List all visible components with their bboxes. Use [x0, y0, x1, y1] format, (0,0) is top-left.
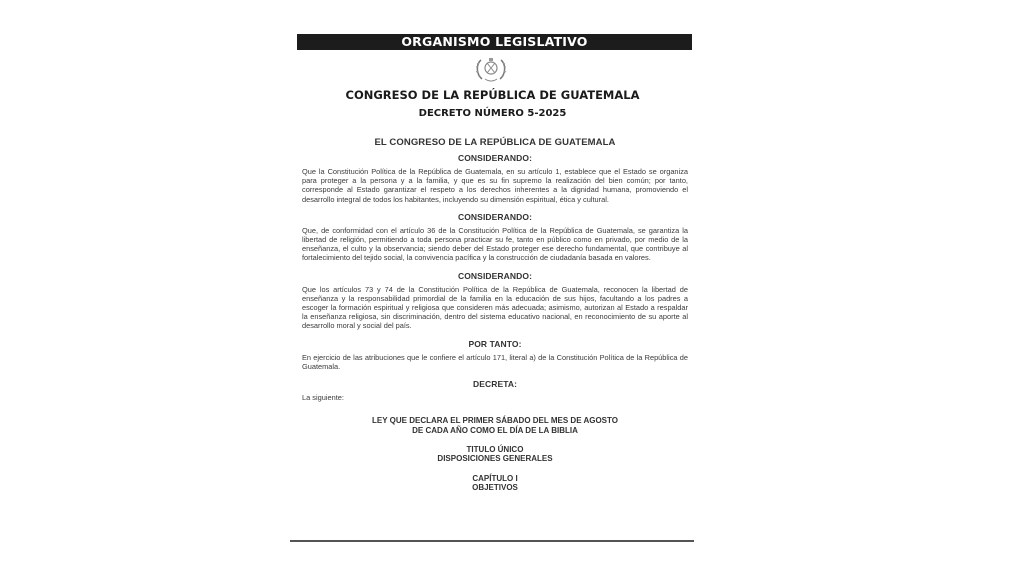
title-line: TITULO ÚNICO: [466, 445, 524, 455]
law-title: [302, 416, 688, 435]
section-heading: POR TANTO:: [468, 338, 522, 349]
institution-title: CONGRESO DE LA REPÚBLICA DE GUATEMALA: [345, 88, 640, 102]
chapter-block: [302, 474, 688, 493]
issuer-heading: EL CONGRESO DE LA REPÚBLICA DE GUATEMALA: [374, 137, 616, 148]
section-heading: CONSIDERANDO:: [457, 211, 533, 222]
section-text: La siguiente:: [302, 393, 344, 403]
section-text: Que, de conformidad con el artículo 36 de la Constitución Política de la República de Guatemala, se garantiza la libertad de religión, permitiendo a toda persona practicar su fe, tanto en público como en privado, por medio de la enseñanza, el culto y la observancia; siendo deber del Estado proteger ese derecho fundamental, que contribuye al fortalecimiento del tejido social, la convivencia pacífica y la construcción de ciudadanía basada en valores.: [302, 225, 688, 263]
section-text: Que la Constitución Política de la República de Guatemala, en su artículo 1, establece que el Estado se organiza para proteger a la persona y a la familia, y que es su fin supremo la realización del bien común; por tanto, corresponde al Estado garantizar el respeto a los derechos inherentes a la dignidad humana, promoviendo el desarrollo integral de todos los habitantes, incluyendo su dimensión espiritual, ética y cultural.: [302, 167, 688, 204]
decree-number: DECRETO NÚMERO 5-2025: [418, 108, 567, 119]
bottom-divider: [290, 540, 694, 542]
title-block: [302, 445, 688, 464]
header-bar: ORGANISMO LEGISLATIVO: [297, 34, 692, 50]
section-text: Que los artículos 73 y 74 de la Constitución Política de la República de Guatemala, reconocen la libertad de enseñanza y la responsabilidad primordial de la familia en la educación de sus hijos, facultando a los padres a escoger la formación espiritual y religiosa que consideren más adecuada; asimismo, autorizan al Estado a respaldar la enseñanza religiosa, sin discriminación, dentro del sistema educativo nacional, en reconocimiento de su aporte al desarrollo moral y social del país.: [302, 284, 688, 331]
chapter-line: CAPÍTULO I: [472, 473, 518, 483]
section-heading: CONSIDERANDO:: [457, 153, 533, 163]
decree-body: [302, 137, 688, 503]
decree-page: [290, 0, 695, 563]
section-text: En ejercicio de las atribuciones que le confiere el artículo 171, literal a) de la Constitución Política de la República de Guatemala.: [302, 352, 688, 371]
coat-of-arms-icon: [473, 54, 509, 84]
law-title-line: LEY QUE DECLARA EL PRIMER SÁBADO DEL MES DE AGOSTO: [372, 416, 618, 426]
chapter-line: OBJETIVOS: [472, 483, 518, 493]
law-title-line: DE CADA AÑO COMO EL DÍA DE LA BIBLIA: [412, 425, 578, 435]
section-heading: DECRETA:: [472, 379, 518, 390]
section-heading: CONSIDERANDO:: [457, 270, 533, 281]
title-line: DISPOSICIONES GENERALES: [437, 454, 553, 464]
